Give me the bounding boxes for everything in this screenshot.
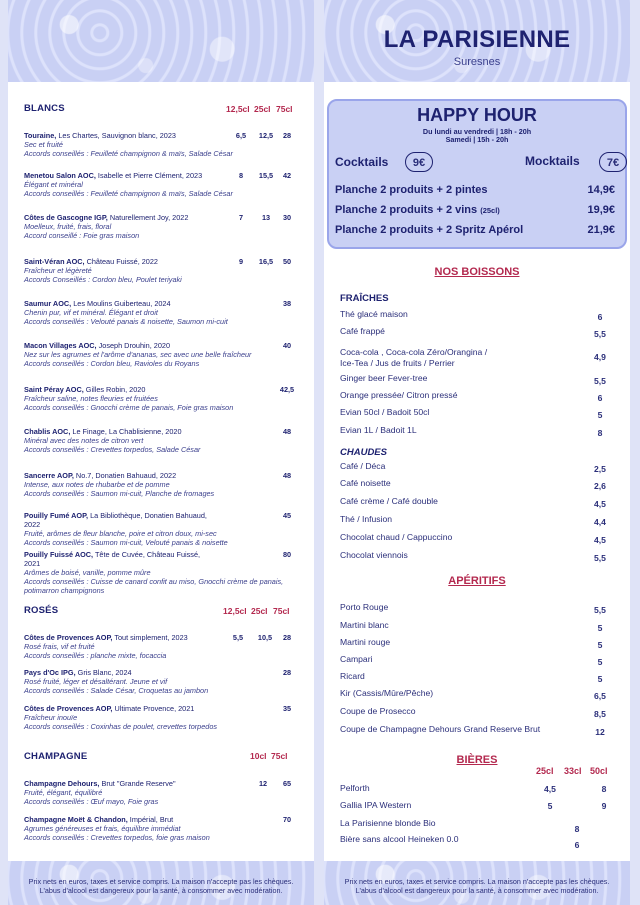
- drink-price: 2,6: [594, 481, 606, 491]
- beer-name: Gallia IPA Western: [340, 800, 412, 810]
- wine-name-detail: Les Moulins Guiberteau, 2024: [71, 299, 171, 308]
- wine-price: 80: [282, 550, 292, 559]
- wine-pairing: Accords conseillés : Cuisse de canard confit au miso, Gnocchi crème de panais, potimarron champignons: [24, 577, 284, 595]
- drink-name: Coca-cola , Coca-cola Zéro/Orangina /: [340, 347, 488, 357]
- wine-price: 12: [258, 779, 268, 788]
- beer-name: La Parisienne blonde Bio: [340, 818, 436, 828]
- wine-price: 10,5: [257, 633, 273, 642]
- offer-price: 21,9€: [587, 224, 615, 236]
- wine-price: 7: [238, 213, 244, 222]
- wine-pairing: Accords conseillés : Œuf mayo, Foie gras: [24, 797, 159, 806]
- drink-name: Café noisette: [340, 478, 391, 488]
- drink-name: Martini rouge: [340, 637, 391, 647]
- wine-item: [24, 779, 304, 806]
- wine-pairing: Accords conseillés : Feuilleté champignon & maïs, Salade César: [24, 149, 233, 158]
- wine-description: Fraîcheur inouïe: [24, 713, 78, 722]
- wine-pairing: Accords conseillés : Saumon mi-cuit, Planche de fromages: [24, 489, 215, 498]
- wine-price: 8: [238, 171, 244, 180]
- mocktails-label: Mocktails: [525, 154, 580, 168]
- wine-pairing: Accords conseillés : Gnocchi crème de panais, Foie gras maison: [24, 403, 234, 412]
- drink-name: Campari: [340, 654, 373, 664]
- offer-label: [335, 204, 500, 216]
- wine-price: 40: [282, 341, 292, 350]
- drink-name: Porto Rouge: [340, 602, 389, 612]
- footer-note: [324, 877, 630, 895]
- wine-price: 28: [282, 633, 292, 642]
- wine-description: Élégant et minéral: [24, 180, 83, 189]
- wine-price: 12,5: [258, 131, 274, 140]
- wine-item: [24, 299, 304, 326]
- wine-item: [24, 633, 304, 660]
- wine-price: 65: [282, 779, 292, 788]
- wine-description: Fraîcheur et légèreté: [24, 266, 92, 275]
- section-title-aperitifs: APÉRITIFS: [448, 575, 506, 587]
- wine-item: [24, 704, 304, 731]
- subsection-title-fraiches: FRAÎCHES: [340, 293, 389, 304]
- wine-item: [24, 471, 304, 498]
- drink-row: [340, 496, 610, 507]
- drink-price: 6: [597, 393, 603, 403]
- drink-price: 5,5: [594, 605, 606, 615]
- wine-name-main: Saumur AOC,: [24, 299, 72, 308]
- drink-row: [340, 688, 610, 699]
- drink-name: Chocolat viennois: [340, 550, 408, 560]
- happy-hour-box: [327, 99, 627, 249]
- wine-name-main: Menetou Salon AOC,: [24, 171, 96, 180]
- drink-price: 8: [597, 428, 603, 438]
- wine-name-main: Sancerre AOP,: [24, 471, 74, 480]
- wine-pairing: Accords conseillés : Cordon bleu, Ravioles du Royans: [24, 359, 200, 368]
- decorative-header-pattern: [8, 0, 314, 82]
- wine-pairing: Accords conseillés : Crevettes torpedos, foie gras maison: [24, 833, 210, 842]
- drink-price: 5,5: [594, 553, 606, 563]
- wine-price: 50: [282, 257, 292, 266]
- drink-name: Chocolat chaud / Cappuccino: [340, 532, 453, 542]
- wine-pairing: Accords conseillés : planche mixte, focaccia: [24, 651, 167, 660]
- footer-line: Prix nets en euros, taxes et service compris. La maison n'accepte pas les chèques.: [344, 877, 610, 886]
- wine-price: 38: [282, 299, 292, 308]
- section-title-champagne: CHAMPAGNE: [24, 751, 88, 762]
- drink-name: Café frappé: [340, 326, 385, 336]
- wine-name-main: Touraine,: [24, 131, 57, 140]
- drink-row: [340, 407, 610, 418]
- wine-name: [24, 633, 214, 642]
- happy-hour-saturday: Samedi | 15h - 20h: [445, 135, 509, 144]
- wine-price: 9: [238, 257, 244, 266]
- drink-row: [340, 550, 610, 561]
- wine-name-detail: Joseph Drouhin, 2020: [96, 341, 171, 350]
- wine-pairing: Accords conseillés : Saumon mi-cuit, Velouté panais & noisette: [24, 538, 228, 547]
- wine-name-detail: Les Chartes, Sauvignon blanc, 2023: [56, 131, 176, 140]
- drink-row: [340, 326, 610, 337]
- drink-name: Thé / Infusion: [340, 514, 393, 524]
- wine-price: 28: [282, 131, 292, 140]
- wine-description: Fraîcheur saline, notes fleuries et fruitées: [24, 394, 158, 403]
- col-head: 12,5cl: [223, 606, 247, 616]
- drink-name-line2: Ice-Tea / Jus de fruits / Perrier: [340, 358, 455, 368]
- wine-item: [24, 385, 304, 412]
- wine-name-main: Macon Villages AOC,: [24, 341, 97, 350]
- wine-price: 70: [282, 815, 292, 824]
- wine-description: Agrumes généreuses et frais, équilibre immédiat: [24, 824, 181, 833]
- drink-price: 5: [597, 410, 603, 420]
- drink-price: 5: [597, 657, 603, 667]
- offer-main: Planche 2 produits + 2 pintes: [335, 184, 488, 196]
- drink-price: 5: [597, 674, 603, 684]
- right-menu-page: [324, 0, 630, 905]
- left-menu-page: [8, 0, 314, 905]
- drink-row: [340, 478, 610, 489]
- wine-name: [24, 550, 214, 568]
- beer-price: 9: [601, 801, 607, 811]
- wine-name: [24, 385, 214, 394]
- wine-name-main: Champagne Moët & Chandon,: [24, 815, 128, 824]
- footer-note: [8, 877, 314, 895]
- wine-pairing: Accords Conseillés : Cordon bleu, Poulet teriyaki: [24, 275, 182, 284]
- drink-name: Martini blanc: [340, 620, 389, 630]
- wine-pairing: Accord conseillé : Foie gras maison: [24, 231, 140, 240]
- wine-name-detail: Isabelle et Pierre Clément, 2023: [95, 171, 203, 180]
- drink-price: 4,5: [594, 535, 606, 545]
- wine-name-detail: Brut "Grande Reserve": [99, 779, 176, 788]
- wine-name-detail: Gilles Robin, 2020: [83, 385, 146, 394]
- drink-name: Coupe de Prosecco: [340, 706, 416, 716]
- wine-pairing: Accords conseillés : Coxinhas de poulet, crevettes torpedos: [24, 722, 218, 731]
- wine-price: 6,5: [235, 131, 247, 140]
- wine-name: [24, 341, 214, 350]
- wine-name-main: Pouilly Fumé AOP,: [24, 511, 89, 520]
- wine-name-detail: Gris Blanc, 2024: [75, 668, 132, 677]
- drink-name: Ginger beer Fever-tree: [340, 373, 428, 383]
- drink-price: 5,5: [594, 329, 606, 339]
- drink-row: [340, 637, 610, 648]
- col-head: 50cl: [590, 766, 608, 776]
- wine-name-main: Saint Péray AOC,: [24, 385, 84, 394]
- drink-row: [340, 514, 610, 525]
- wine-name: [24, 779, 214, 788]
- wine-name-main: Champagne Dehours,: [24, 779, 100, 788]
- col-head: 25cl: [536, 766, 554, 776]
- beer-row: [340, 834, 610, 850]
- section-title-blancs: BLANCS: [24, 103, 65, 114]
- wine-name: [24, 213, 214, 222]
- beer-price: 6: [574, 840, 580, 850]
- section-title-boissons: NOS BOISSONS: [434, 266, 520, 278]
- footer-line: L'abus d'alcool est dangereux pour la santé, à consommer avec modération.: [39, 886, 283, 895]
- wine-name: [24, 427, 214, 436]
- wine-name-main: Pouilly Fuissé AOC,: [24, 550, 94, 559]
- wine-name-main: Saint-Véran AOC,: [24, 257, 85, 266]
- drink-name: Café crème / Café double: [340, 496, 438, 506]
- wine-price: 5,5: [232, 633, 244, 642]
- beer-name: Pelforth: [340, 783, 370, 793]
- brand-title: LA PARISIENNE: [383, 26, 571, 53]
- col-head: 33cl: [564, 766, 582, 776]
- offer-price: 19,9€: [587, 204, 615, 216]
- drink-row: [340, 532, 610, 543]
- brand-subtitle: Suresnes: [453, 56, 501, 68]
- col-head: 10cl: [250, 751, 267, 761]
- section-title-bieres: BIÈRES: [456, 754, 498, 766]
- wine-description: Sec et fruité: [24, 140, 63, 149]
- wine-item: [24, 427, 304, 454]
- wine-name-detail: Tête de Cuvée, Château Fuissé, 2021: [24, 550, 201, 568]
- drink-name: Coupe de Champagne Dehours Grand Reserve Brut: [340, 724, 541, 734]
- col-head: 25cl: [254, 104, 271, 114]
- drink-price: 6,5: [594, 691, 606, 701]
- drink-name: Evian 50cl / Badoit 50cl: [340, 407, 430, 417]
- wine-price: 42,5: [279, 385, 295, 394]
- drink-price: 6: [597, 312, 603, 322]
- drink-name: Ricard: [340, 671, 365, 681]
- wine-description: Moelleux, fruité, frais, floral: [24, 222, 112, 231]
- wine-name-detail: Impérial, Brut: [127, 815, 174, 824]
- wine-item: [24, 668, 304, 695]
- beer-row: [340, 818, 610, 834]
- offer-price: 14,9€: [587, 184, 615, 196]
- offer-label: [335, 224, 523, 236]
- wine-name-detail: La Bibliothèque, Donatien Bahuaud, 2022: [24, 511, 207, 529]
- wine-name: [24, 171, 214, 180]
- drink-price: 12: [595, 727, 605, 737]
- beer-price: 5: [547, 801, 553, 811]
- drink-price: 5: [597, 640, 603, 650]
- section-title-roses: ROSÉS: [24, 605, 59, 616]
- wine-name-main: Pays d'Oc IPG,: [24, 668, 76, 677]
- drink-row: [340, 347, 610, 369]
- drink-name: Evian 1L / Badoit 1L: [340, 425, 417, 435]
- drink-price: 5,5: [594, 376, 606, 386]
- beer-price: 8: [574, 824, 580, 834]
- wine-item: [24, 341, 304, 368]
- beer-price: 4,5: [544, 784, 556, 794]
- drink-row: [340, 425, 610, 436]
- wine-price: 48: [282, 471, 292, 480]
- wine-price: 28: [282, 668, 292, 677]
- wine-name-main: Côtes de Provences AOP,: [24, 704, 113, 713]
- wine-item: [24, 213, 304, 240]
- offer-main: Planche 2 produits + 2 Spritz Apérol: [335, 224, 524, 236]
- drink-row: [340, 706, 610, 717]
- beer-name: Bière sans alcool Heineken 0.0: [340, 834, 459, 844]
- wine-description: Rosé fruité, léger et désaltérant. Jeune et vif: [24, 677, 168, 686]
- col-head: 75cl: [271, 751, 288, 761]
- wine-price: 48: [282, 427, 292, 436]
- wine-description: Intense, aux notes de rhubarbe et de pomme: [24, 480, 170, 489]
- drink-name: Thé glacé maison: [340, 309, 408, 319]
- drink-row: [340, 461, 610, 472]
- drink-name: Café / Déca: [340, 461, 386, 471]
- offer-label: [335, 184, 488, 196]
- beer-row: [340, 783, 610, 794]
- wine-pairing: Accords conseillés : Salade César, Croquetas au jambon: [24, 686, 209, 695]
- wine-name-main: Côtes de Gascogne IGP,: [24, 213, 108, 222]
- drink-row: [340, 602, 610, 613]
- wine-name: [24, 704, 214, 713]
- drink-row: [340, 309, 610, 320]
- wine-item: [24, 131, 304, 158]
- happy-hour-title: HAPPY HOUR: [417, 105, 537, 125]
- wine-name-detail: Le Finage, La Chablisienne, 2020: [70, 427, 182, 436]
- col-head: 12,5cl: [226, 104, 250, 114]
- wine-name: [24, 668, 214, 677]
- wine-description: Nez sur les agrumes et l'arôme d'ananas, sec avec une belle fraîcheur: [24, 350, 252, 359]
- wine-name-detail: Naturellement Joy, 2022: [107, 213, 189, 222]
- drink-row: [340, 654, 610, 665]
- drink-price: 8,5: [594, 709, 606, 719]
- drink-price: 2,5: [594, 464, 606, 474]
- wine-price: 35: [282, 704, 292, 713]
- drink-name: Orange pressée/ Citron pressé: [340, 390, 458, 400]
- wine-pairing: Accords conseillés : Feuilleté champignon & maïs, Salade César: [24, 189, 233, 198]
- cocktails-label: Cocktails: [335, 155, 389, 169]
- wine-description: Rosé frais, vif et fruité: [24, 642, 95, 651]
- drink-price: 4,5: [594, 499, 606, 509]
- col-head: 75cl: [276, 104, 293, 114]
- wine-price: 45: [282, 511, 292, 520]
- wine-price: 16,5: [258, 257, 274, 266]
- happy-hour-weekdays: Du lundi au vendredi | 18h - 20h: [422, 127, 532, 136]
- subsection-title-chaudes: CHAUDES: [340, 447, 387, 458]
- wine-name: [24, 471, 214, 480]
- wine-price: 30: [282, 213, 292, 222]
- footer-line: Prix nets en euros, taxes et service compris. La maison n'accepte pas les chèques.: [28, 877, 294, 886]
- wine-name: [24, 299, 214, 308]
- wine-item: [24, 511, 304, 547]
- wine-item: [24, 815, 304, 842]
- wine-item: [24, 257, 304, 284]
- drink-row: [340, 620, 610, 631]
- drink-name: Kir (Cassis/Mûre/Pêche): [340, 688, 434, 698]
- wine-item: [24, 550, 304, 595]
- wine-description: Fruité, élégant, équilibré: [24, 788, 103, 797]
- drink-row: [340, 724, 610, 735]
- wine-name: [24, 131, 214, 140]
- wine-description: Minéral avec des notes de citron vert: [24, 436, 144, 445]
- footer-line: L'abus d'alcool est dangereux pour la santé, à consommer avec modération.: [355, 886, 599, 895]
- wine-name-detail: Ultimate Provence, 2021: [112, 704, 195, 713]
- mocktails-price: 7€: [599, 152, 627, 172]
- wine-pairing: Accords conseillés : Velouté panais & noisette, Saumon mi-cuit: [24, 317, 228, 326]
- col-head: 25cl: [251, 606, 268, 616]
- col-head: 75cl: [273, 606, 290, 616]
- wine-item: [24, 171, 304, 198]
- wine-pairing: Accords conseillés : Crevettes torpedos, Salade César: [24, 445, 201, 454]
- drink-price: 4,9: [594, 352, 606, 362]
- wine-description: Fruité, arômes de fleur blanche, poire et citron doux, mi-sec: [24, 529, 217, 538]
- offer-main: Planche 2 produits + 2 vins: [335, 204, 478, 216]
- wine-name: [24, 815, 214, 824]
- beer-price: 8: [601, 784, 607, 794]
- wine-name-main: Chablis AOC,: [24, 427, 71, 436]
- drink-row: [340, 671, 610, 682]
- beer-row: [340, 800, 610, 811]
- wine-name-detail: Tout simplement, 2023: [112, 633, 188, 642]
- cocktails-price: 9€: [405, 152, 433, 172]
- wine-name-detail: No.7, Donatien Bahuaud, 2022: [73, 471, 177, 480]
- drink-price: 4,4: [594, 517, 606, 527]
- wine-price: 15,5: [258, 171, 274, 180]
- drink-row: [340, 390, 610, 401]
- wine-description: Chenin pur, vif et minéral. Élégant et droit: [24, 308, 158, 317]
- wine-name-main: Côtes de Provences AOP,: [24, 633, 113, 642]
- wine-price: 13: [261, 213, 271, 222]
- wine-price: 42: [282, 171, 292, 180]
- wine-description: Arômes de boisé, vanille, pomme mûre: [24, 568, 151, 577]
- wine-name: [24, 511, 214, 529]
- wine-name: [24, 257, 214, 266]
- drink-row: [340, 373, 610, 384]
- drink-price: 5: [597, 623, 603, 633]
- wine-name-detail: Château Fuissé, 2022: [84, 257, 158, 266]
- offer-note: (25cl): [480, 206, 500, 215]
